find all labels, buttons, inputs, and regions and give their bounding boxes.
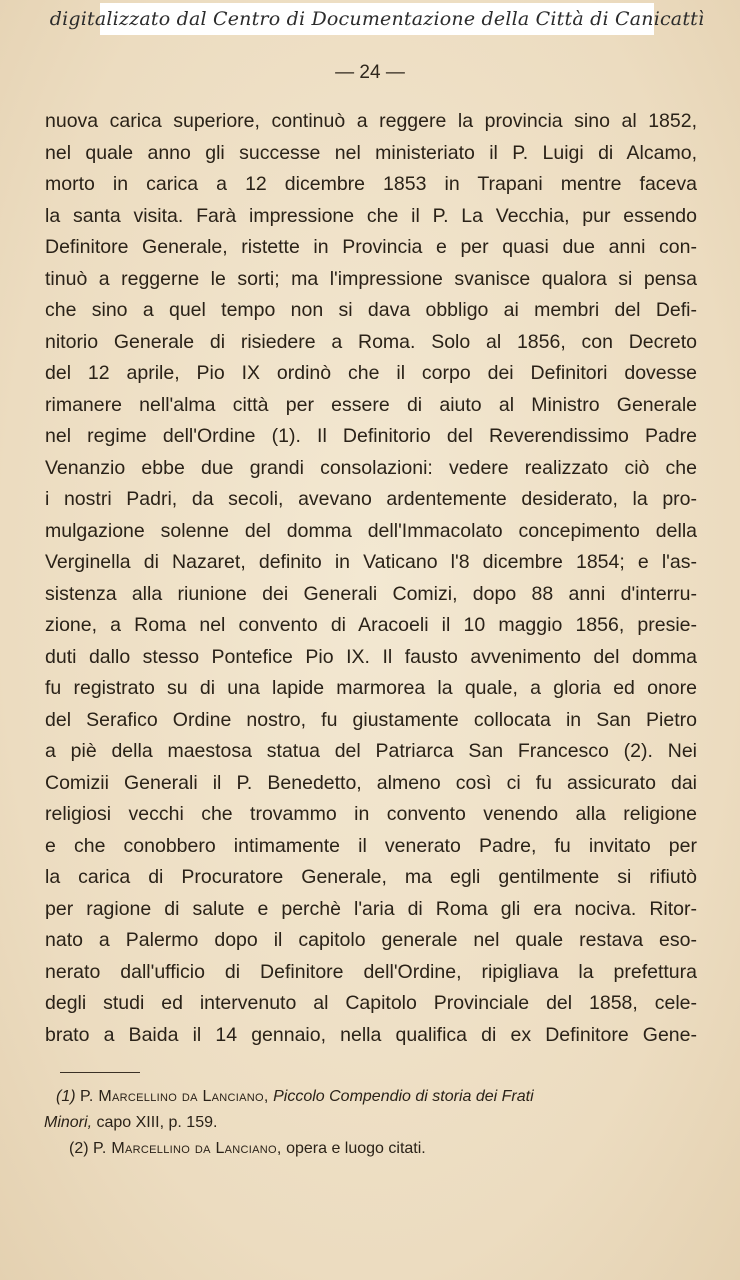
text-line: rimanere nell'alma città per essere di aiuto al Ministro Generale <box>45 393 697 416</box>
text-line: la carica di Procuratore Generale, ma egli gentilmente si rifiutò <box>45 866 697 888</box>
footnote-1-title: Piccolo Compendio di storia dei Frati <box>273 1088 534 1105</box>
footnote-1-marker: (1) <box>56 1088 76 1105</box>
text-line: mulgazione solenne del domma dell'Immacolato concepimento della <box>45 519 697 542</box>
watermark-banner: digitalizzato dal Centro di Documentazione della Città di Canicattì <box>100 3 654 35</box>
text-line: tinuò a reggerne le sorti; ma l'impressione svanisce qualora si pensa <box>45 267 697 290</box>
footnotes <box>44 1084 704 1162</box>
footnote-2-rest: opera e luogo citati. <box>286 1140 426 1157</box>
text-line: zione, a Roma nel convento di Aracoeli il 10 maggio 1856, presie- <box>45 614 697 636</box>
text-line: Comizii Generali il P. Benedetto, almeno così ci fu assicurato dai <box>45 771 697 794</box>
text-line: a piè della maestosa statua del Patriarca San Francesco (2). Nei <box>45 740 697 762</box>
footnote-2 <box>44 1136 704 1162</box>
text-line: del Serafico Ordine nostro, fu giustamente collocata in San Pietro <box>45 708 697 731</box>
text-line: nel quale anno gli successe nel ministeriato il P. Luigi di Alcamo, <box>45 141 697 164</box>
text-line: nel regime dell'Ordine (1). Il Definitorio del Reverendissimo Padre <box>45 425 697 447</box>
text-line: nato a Palermo dopo il capitolo generale nel quale restava eso- <box>45 929 697 951</box>
footnote-divider <box>60 1072 140 1073</box>
body-text <box>45 106 697 1051</box>
footnote-2-marker: (2) <box>69 1140 89 1157</box>
text-line: Venanzio ebbe due grandi consolazioni: vedere realizzato ciò che <box>45 456 697 479</box>
text-line: Definitore Generale, ristette in Provincia e per quasi due anni con- <box>45 236 697 258</box>
text-line: la santa visita. Farà impressione che il P. La Vecchia, pur essendo <box>45 204 697 227</box>
text-line: per ragione di salute e perchè l'aria di Roma gli era nociva. Ritor- <box>45 897 697 920</box>
page-number: — 24 — <box>335 62 405 83</box>
text-line: brato a Baida il 14 gennaio, nella qualifica di ex Definitore Gene- <box>45 1023 697 1046</box>
text-line: nerato dall'ufficio di Definitore dell'Ordine, ripigliava la prefettura <box>45 960 697 983</box>
footnote-1-author: P. Marcellino da Lanciano, <box>80 1088 269 1105</box>
footnote-1 <box>44 1084 704 1110</box>
text-line: che sino a quel tempo non si dava obbligo ai membri del Defi- <box>45 299 697 321</box>
footnote-1-continuation <box>44 1110 704 1136</box>
text-line: nitorio Generale di risiedere a Roma. Solo al 1856, con Decreto <box>45 330 697 353</box>
text-line: religiosi vecchi che trovammo in convento venendo alla religione <box>45 803 697 825</box>
text-line: nuova carica superiore, continuò a reggere la provincia sino al 1852, <box>45 110 697 132</box>
text-line: e che conobbero intimamente il venerato Padre, fu invitato per <box>45 834 697 857</box>
text-line: fu registrato su di una lapide marmorea la quale, a gloria ed onore <box>45 677 697 699</box>
footnote-1-rest: capo XIII, p. 159. <box>96 1114 218 1131</box>
footnote-1-title-cont: Minori, <box>44 1114 93 1131</box>
text-line: sistenza alla riunione dei Generali Comizi, dopo 88 anni d'interru- <box>45 582 697 605</box>
text-line: i nostri Padri, da secoli, avevano ardentemente desiderato, la pro- <box>45 488 697 510</box>
text-line: degli studi ed intervenuto al Capitolo Provinciale del 1858, cele- <box>45 992 697 1014</box>
text-line: morto in carica a 12 dicembre 1853 in Trapani mentre faceva <box>45 173 697 195</box>
text-line: duti dallo stesso Pontefice Pio IX. Il fausto avvenimento del domma <box>45 645 697 668</box>
text-line: del 12 aprile, Pio IX ordinò che il corpo dei Definitori dovesse <box>45 362 697 384</box>
footnote-2-author: P. Marcellino da Lanciano, <box>93 1140 282 1157</box>
text-line: Verginella di Nazaret, definito in Vaticano l'8 dicembre 1854; e l'as- <box>45 551 697 573</box>
